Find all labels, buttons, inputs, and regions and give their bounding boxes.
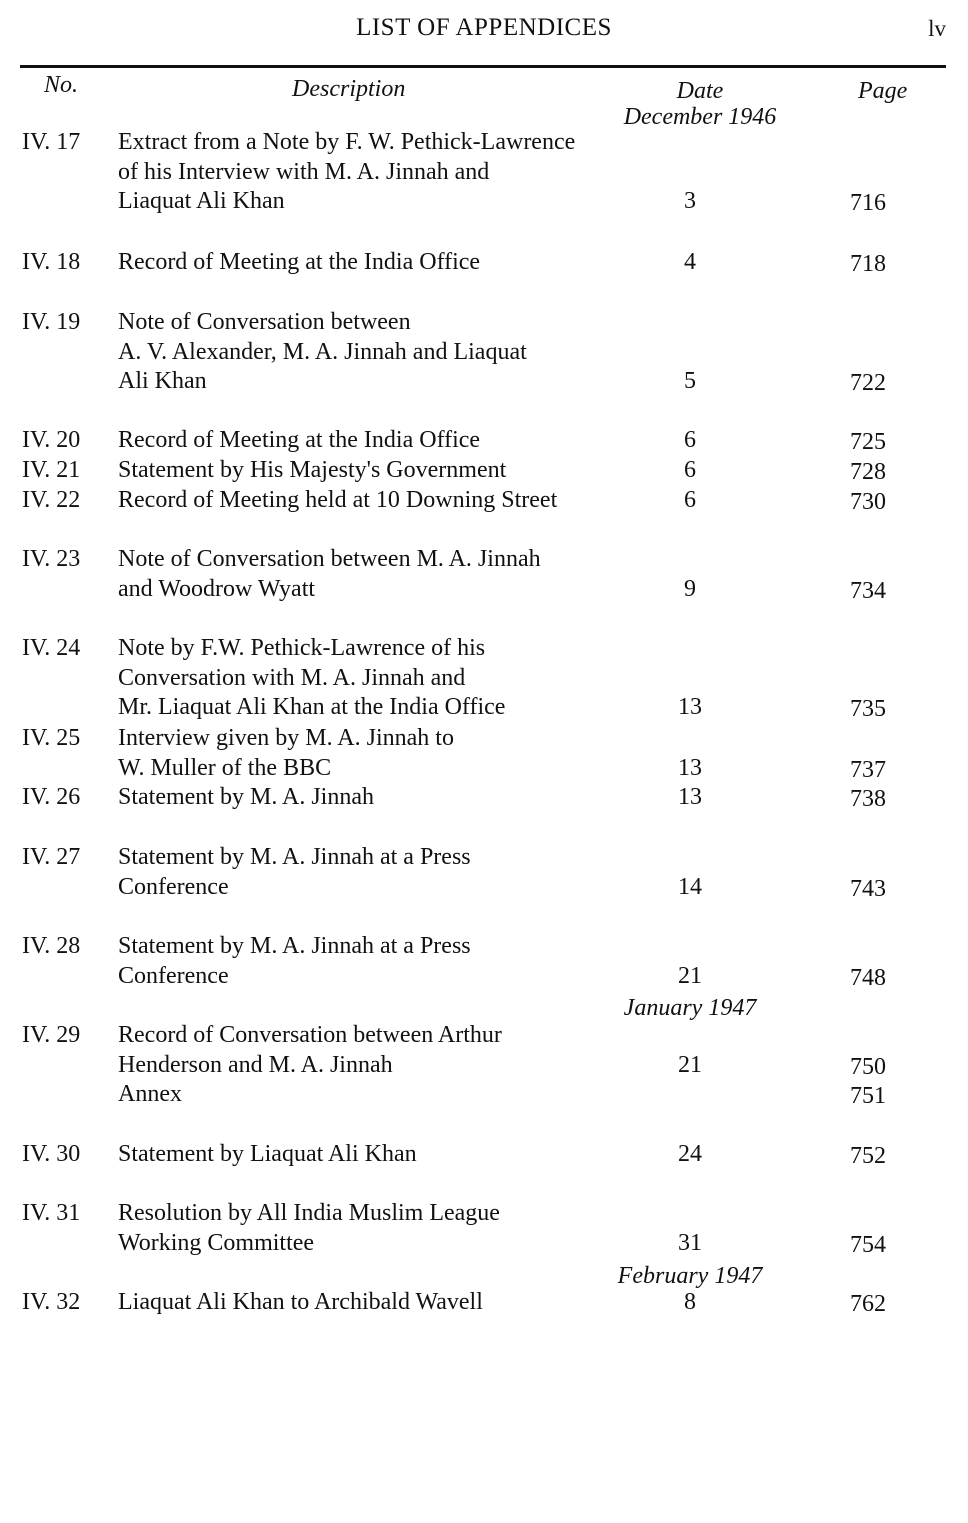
entry-number: IV. 32 xyxy=(22,1289,81,1315)
entry-description-line: Working Committee xyxy=(118,1229,315,1256)
entry-description xyxy=(118,932,578,991)
entry-number: IV. 20 xyxy=(22,427,81,453)
entry-description xyxy=(118,545,578,604)
entry-description-line: Henderson and M. A. Jinnah xyxy=(118,1051,393,1078)
entry-description-line: Extract from a Note by F. W. Pethick-Lawrence xyxy=(118,129,576,155)
entry-date: 13 xyxy=(678,694,702,721)
entry-page: 718 xyxy=(850,251,886,277)
entry-description-line: Record of Meeting at the India Office xyxy=(118,249,481,275)
column-header-page: Page xyxy=(858,78,908,104)
entry-number: IV. 26 xyxy=(22,784,81,810)
entry-page: 722 xyxy=(850,370,886,397)
entry-description-line: Mr. Liaquat Ali Khan at the India Office xyxy=(118,694,506,721)
page-title: LIST OF APPENDICES xyxy=(356,14,612,41)
entry-number: IV. 21 xyxy=(22,457,81,483)
entry-date: 4 xyxy=(684,249,696,275)
entry-number: IV. 18 xyxy=(22,249,81,275)
entry-description xyxy=(118,1288,578,1318)
entry-description-line: of his Interview with M. A. Jinnah and xyxy=(118,158,490,185)
column-header-description: Description xyxy=(292,76,406,102)
entry-number: IV. 24 xyxy=(22,635,81,661)
entry-page: 716 xyxy=(850,190,886,217)
column-header-date xyxy=(615,78,785,130)
entry-page: 737 xyxy=(850,756,886,783)
entry-description-line: and Woodrow Wyatt xyxy=(118,575,316,602)
entry-description xyxy=(118,843,578,902)
entry-description-line: Note of Conversation between M. A. Jinnah xyxy=(118,546,541,572)
entry-description xyxy=(118,1021,578,1110)
entry-description-line: Statement by M. A. Jinnah xyxy=(118,784,374,810)
entry-date: 24 xyxy=(678,1141,702,1167)
entry-description xyxy=(118,1140,578,1170)
entry-page: 738 xyxy=(850,786,886,812)
entry-page: 730 xyxy=(850,489,886,515)
entry-date: 5 xyxy=(684,368,696,395)
entry-page: 734 xyxy=(850,577,886,604)
entry-description xyxy=(118,1199,578,1258)
entry-date: 9 xyxy=(684,575,696,602)
entry-date: 8 xyxy=(684,1289,696,1315)
entry-description-line: Statement by M. A. Jinnah at a Press xyxy=(118,844,471,870)
entry-page: 752 xyxy=(850,1143,886,1169)
entry-page: 743 xyxy=(850,875,886,902)
entry-description-line: Conference xyxy=(118,873,229,900)
entry-description xyxy=(118,486,578,516)
entry-description-line: Statement by Liaquat Ali Khan xyxy=(118,1141,417,1167)
entry-number: IV. 29 xyxy=(22,1022,81,1048)
entry-description-line: Annex xyxy=(118,1081,182,1108)
entry-description-line: A. V. Alexander, M. A. Jinnah and Liaquat xyxy=(118,338,527,365)
entry-date: 6 xyxy=(684,457,696,483)
entry-description xyxy=(118,128,578,217)
month-label-january-1947: January 1947 xyxy=(623,995,757,1021)
entry-description xyxy=(118,426,578,456)
entry-description-line: W. Muller of the BBC xyxy=(118,754,332,781)
entry-description-line: Interview given by M. A. Jinnah to xyxy=(118,725,454,751)
entry-number: IV. 30 xyxy=(22,1141,81,1167)
page-number: lv xyxy=(928,16,946,41)
entry-number: IV. 27 xyxy=(22,844,81,870)
entry-page: 748 xyxy=(850,964,886,991)
entry-description-line: Ali Khan xyxy=(118,368,207,395)
entry-description-line: Resolution by All India Muslim League xyxy=(118,1200,500,1226)
entry-number: IV. 31 xyxy=(22,1200,81,1226)
entry-date: 3 xyxy=(684,188,696,215)
entry-page: 762 xyxy=(850,1291,886,1317)
entry-description-line: Conference xyxy=(118,962,229,989)
entry-description xyxy=(118,724,578,783)
column-header-no: No. xyxy=(44,72,79,98)
entry-date: 13 xyxy=(678,784,702,810)
entry-description-line: Conversation with M. A. Jinnah and xyxy=(118,664,466,691)
entry-description-line: Record of Conversation between Arthur xyxy=(118,1022,502,1048)
entry-description-line: Statement by His Majesty's Government xyxy=(118,457,507,483)
entry-description xyxy=(118,634,578,723)
entry-description-line: Statement by M. A. Jinnah at a Press xyxy=(118,933,471,959)
entry-description xyxy=(118,456,578,486)
entry-date: 31 xyxy=(678,1229,702,1256)
entry-description xyxy=(118,248,578,278)
entry-description xyxy=(118,308,578,397)
entry-description-line: Liaquat Ali Khan to Archibald Wavell xyxy=(118,1289,483,1315)
entry-date: 6 xyxy=(684,427,696,453)
entry-page: 725 xyxy=(850,429,886,455)
entry-date: 13 xyxy=(678,754,702,781)
entry-number: IV. 25 xyxy=(22,725,81,751)
entry-number: IV. 19 xyxy=(22,309,81,335)
entry-number: IV. 23 xyxy=(22,546,81,572)
entry-description-line: Note of Conversation between xyxy=(118,309,411,335)
entry-page: 735 xyxy=(850,696,886,723)
entry-description xyxy=(118,783,578,813)
entry-annex-page: 751 xyxy=(850,1083,886,1110)
entry-description-line: Note by F.W. Pethick-Lawrence of his xyxy=(118,635,486,661)
entry-number: IV. 28 xyxy=(22,933,81,959)
entry-date: 6 xyxy=(684,487,696,513)
entry-page: 754 xyxy=(850,1231,886,1258)
entry-description-line: Record of Meeting held at 10 Downing Street xyxy=(118,487,558,513)
header-rule xyxy=(20,65,946,68)
entry-page: 750 xyxy=(850,1053,886,1080)
entry-date: 14 xyxy=(678,873,702,900)
date-column-label: Date xyxy=(676,78,724,104)
entry-number: IV. 22 xyxy=(22,487,81,513)
entry-description-line: Liaquat Ali Khan xyxy=(118,188,285,215)
entry-date: 21 xyxy=(678,1051,702,1078)
entry-description-line: Record of Meeting at the India Office xyxy=(118,427,481,453)
entry-page: 728 xyxy=(850,459,886,485)
month-label-december-1946: December 1946 xyxy=(623,104,777,130)
entry-number: IV. 17 xyxy=(22,129,81,155)
entry-date: 21 xyxy=(678,962,702,989)
month-label-february-1947: February 1947 xyxy=(617,1263,763,1289)
